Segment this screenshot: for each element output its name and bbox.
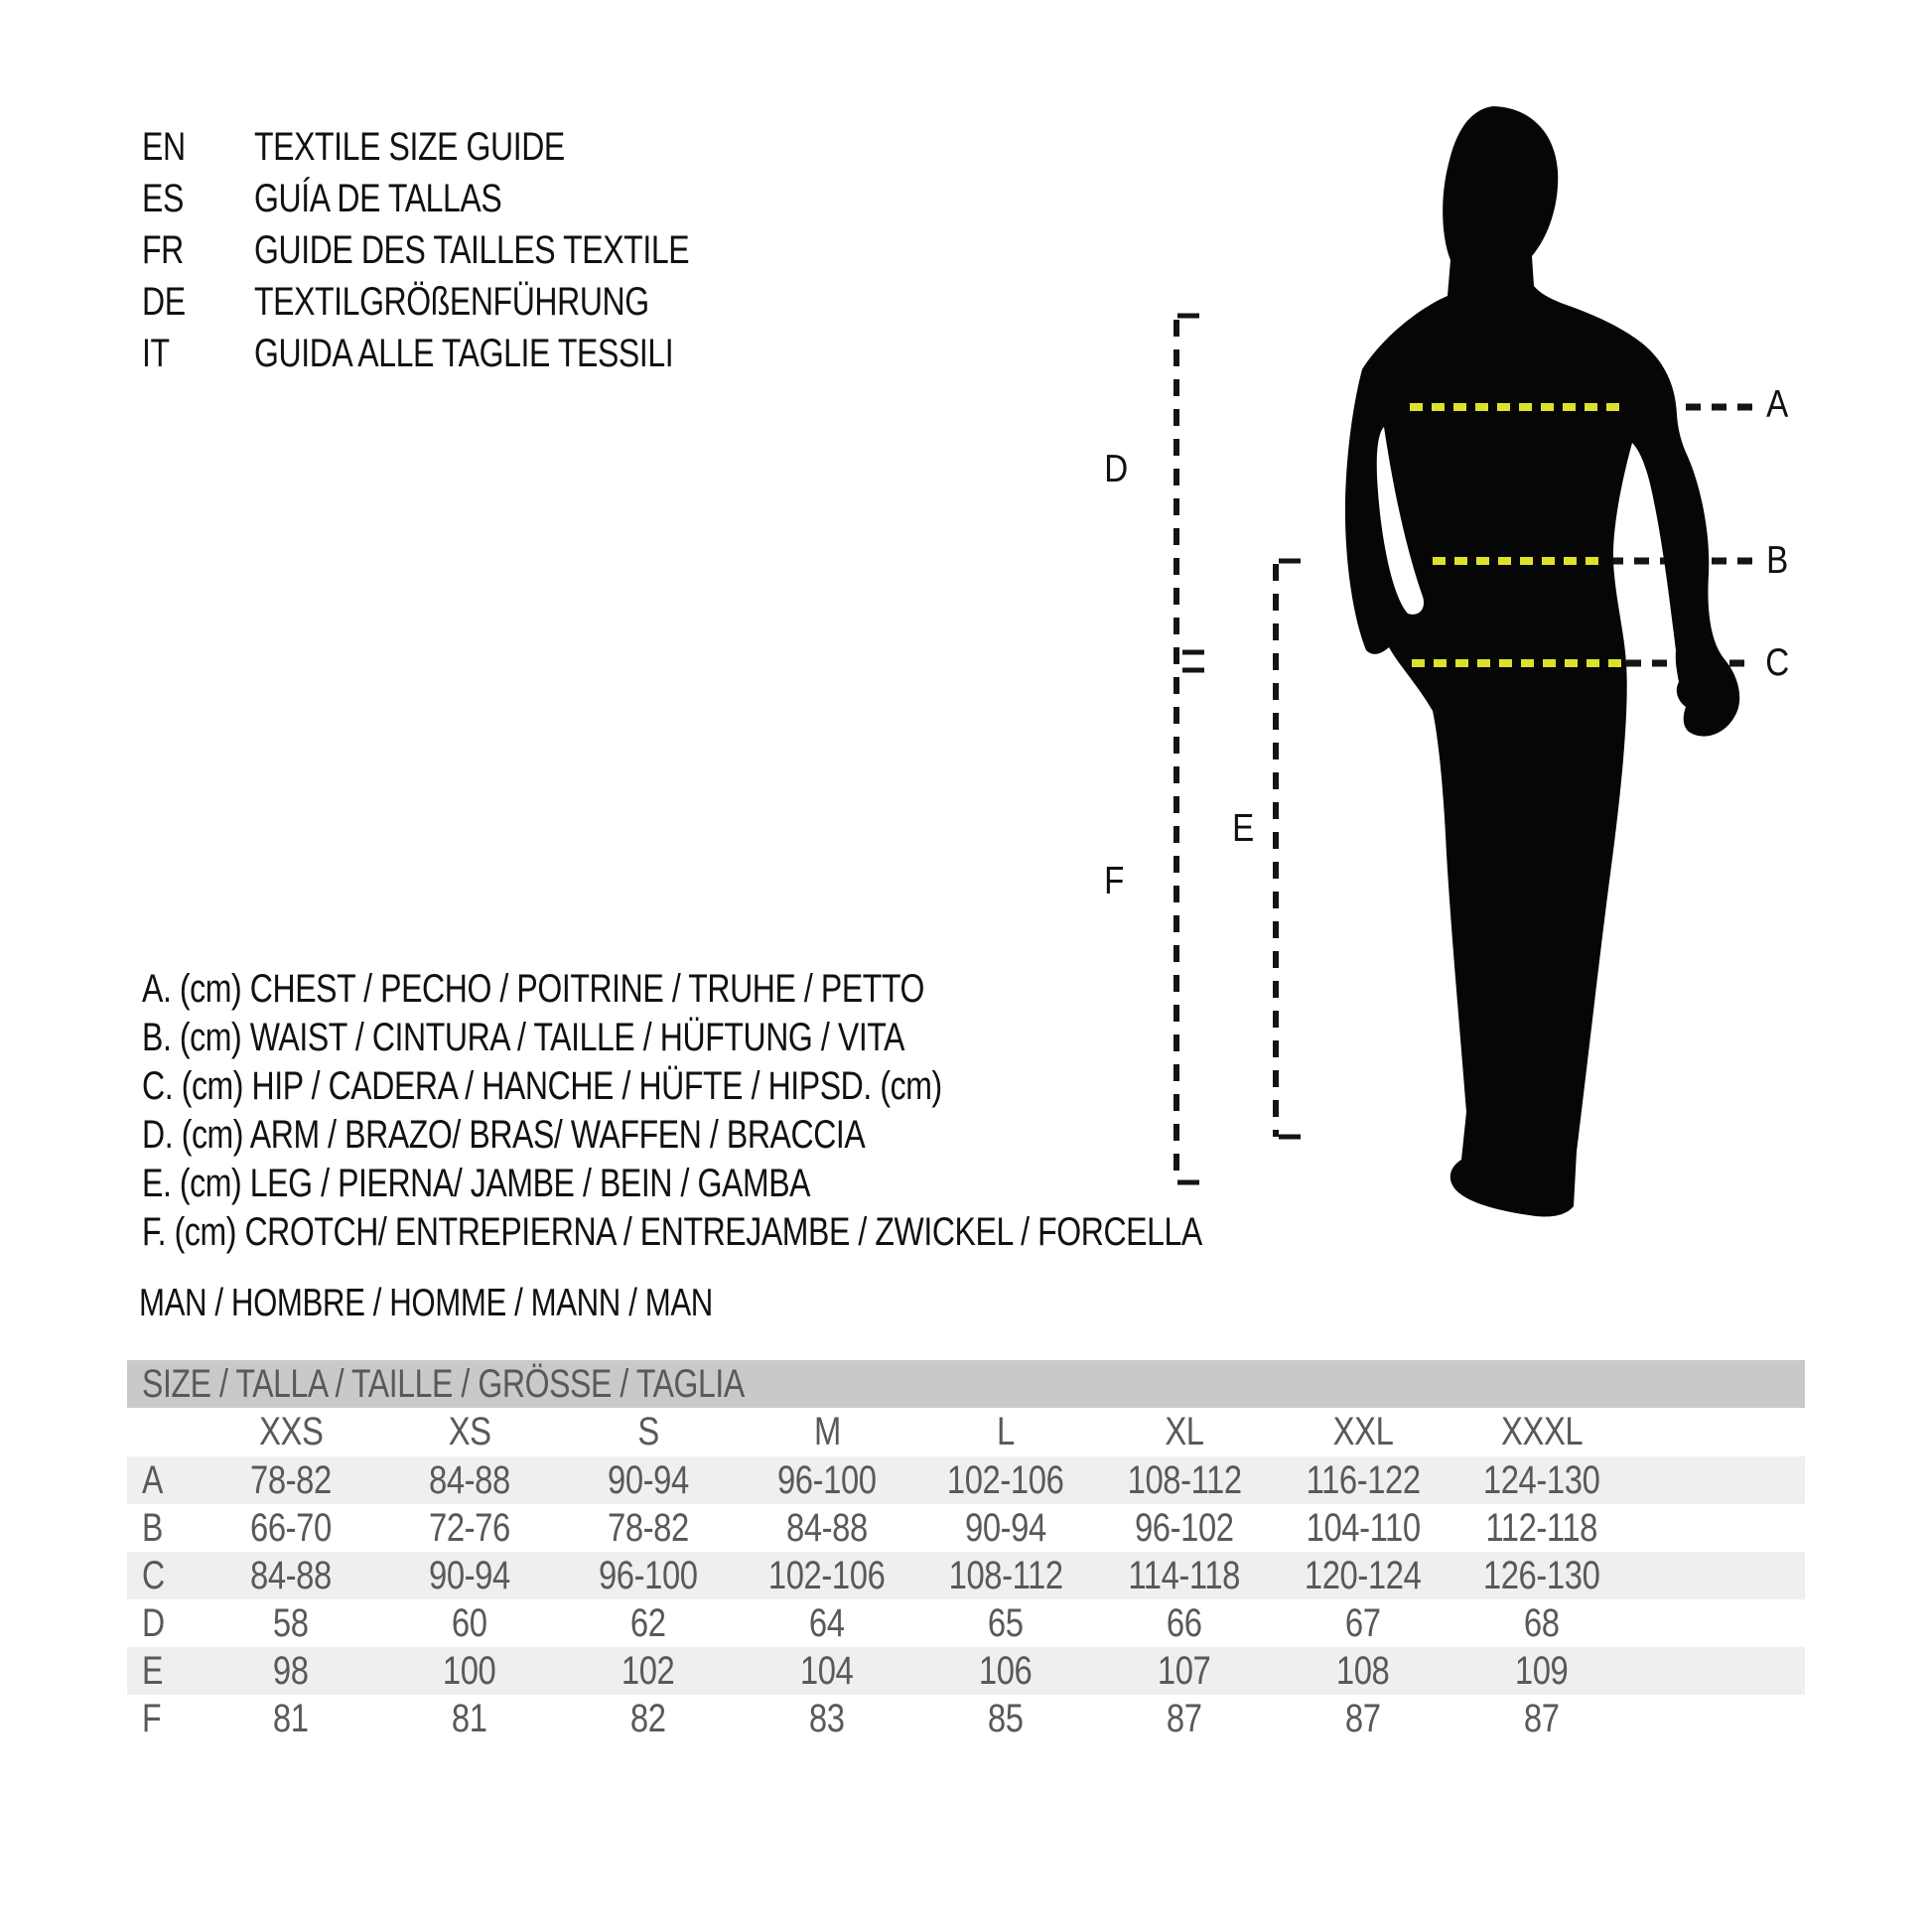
legend-line-crotch: F. (cm) CROTCH/ ENTREPIERNA / ENTREJAMBE / ZWICKEL / FORCELLA bbox=[142, 1210, 1202, 1254]
legend-line-waist: B. (cm) WAIST / CINTURA / TAILLE / HÜFTUNG / VITA bbox=[142, 1016, 905, 1059]
table-cell: 96-100 bbox=[777, 1457, 877, 1502]
table-cell: 116-122 bbox=[1306, 1457, 1421, 1502]
row-label: A bbox=[142, 1457, 163, 1502]
table-cell: 81 bbox=[273, 1696, 309, 1740]
table-cell: 60 bbox=[452, 1600, 487, 1645]
language-code: ES bbox=[142, 176, 184, 220]
table-cell: 96-102 bbox=[1135, 1505, 1234, 1550]
table-row-leg bbox=[127, 1647, 1805, 1695]
size-col-header: XS bbox=[448, 1410, 491, 1453]
guide-title: TEXTILGRÖßENFÜHRUNG bbox=[254, 279, 649, 324]
table-cell: 102-106 bbox=[768, 1553, 886, 1597]
table-cell: 126-130 bbox=[1483, 1553, 1600, 1597]
row-label: C bbox=[142, 1553, 165, 1597]
legend-line-chest: A. (cm) CHEST / PECHO / POITRINE / TRUHE / PETTO bbox=[142, 967, 925, 1011]
size-table-sizes-row bbox=[127, 1408, 1805, 1456]
table-row-waist bbox=[127, 1504, 1805, 1552]
table-row-chest bbox=[127, 1456, 1805, 1504]
table-cell: 102 bbox=[621, 1648, 675, 1693]
size-col-header: M bbox=[813, 1410, 841, 1453]
language-title-list bbox=[142, 121, 798, 379]
table-cell: 104-110 bbox=[1306, 1505, 1421, 1550]
marker-leg: E bbox=[1232, 807, 1254, 850]
size-col-header: XXS bbox=[258, 1410, 324, 1453]
guide-title: GUÍA DE TALLAS bbox=[254, 176, 502, 220]
table-cell: 90-94 bbox=[608, 1457, 689, 1502]
row-label: D bbox=[142, 1600, 165, 1645]
table-cell: 81 bbox=[452, 1696, 487, 1740]
table-cell: 106 bbox=[979, 1648, 1033, 1693]
table-cell: 124-130 bbox=[1483, 1457, 1600, 1502]
table-cell: 120-124 bbox=[1305, 1553, 1422, 1597]
table-cell: 114-118 bbox=[1128, 1553, 1241, 1597]
table-cell: 78-82 bbox=[250, 1457, 332, 1502]
table-cell: 84-88 bbox=[786, 1505, 868, 1550]
table-cell: 84-88 bbox=[429, 1457, 510, 1502]
measurement-legend bbox=[142, 965, 1467, 1257]
marker-chest: A bbox=[1766, 383, 1788, 426]
table-cell: 109 bbox=[1515, 1648, 1569, 1693]
table-cell: 64 bbox=[809, 1600, 845, 1645]
table-cell: 66 bbox=[1167, 1600, 1202, 1645]
language-code: EN bbox=[142, 124, 186, 169]
table-cell: 90-94 bbox=[965, 1505, 1046, 1550]
table-row-hip bbox=[127, 1552, 1805, 1599]
category-label: MAN / HOMBRE / HOMME / MANN / MAN bbox=[139, 1282, 713, 1324]
size-col-header: XL bbox=[1165, 1410, 1204, 1453]
table-cell: 108 bbox=[1336, 1648, 1390, 1693]
table-cell: 85 bbox=[988, 1696, 1024, 1740]
table-cell: 108-112 bbox=[1127, 1457, 1242, 1502]
table-cell: 100 bbox=[443, 1648, 496, 1693]
row-label: F bbox=[142, 1696, 162, 1740]
table-row-arm bbox=[127, 1599, 1805, 1647]
marker-crotch: F bbox=[1104, 860, 1124, 902]
size-table bbox=[127, 1360, 1805, 1742]
language-code: FR bbox=[142, 227, 184, 272]
table-cell: 90-94 bbox=[429, 1553, 510, 1597]
table-cell: 66-70 bbox=[250, 1505, 332, 1550]
table-cell: 87 bbox=[1345, 1696, 1381, 1740]
table-cell: 108-112 bbox=[948, 1553, 1063, 1597]
marker-hip: C bbox=[1765, 641, 1789, 684]
legend-line-leg: E. (cm) LEG / PIERNA/ JAMBE / BEIN / GAMBA bbox=[142, 1162, 811, 1205]
table-cell: 102-106 bbox=[947, 1457, 1064, 1502]
language-row-it bbox=[142, 328, 798, 379]
legend-line-hip: C. (cm) HIP / CADERA / HANCHE / HÜFTE / HIPSD. (cm) bbox=[142, 1064, 942, 1108]
legend-line-arm: D. (cm) ARM / BRAZO/ BRAS/ WAFFEN / BRACCIA bbox=[142, 1113, 866, 1157]
table-cell: 62 bbox=[630, 1600, 666, 1645]
table-cell: 104 bbox=[800, 1648, 854, 1693]
language-code: DE bbox=[142, 279, 186, 324]
guide-title: GUIDE DES TAILLES TEXTILE bbox=[254, 227, 690, 272]
table-cell: 112-118 bbox=[1485, 1505, 1598, 1550]
size-table-header: SIZE / TALLA / TAILLE / GRÖSSE / TAGLIA bbox=[127, 1360, 1805, 1408]
row-label: E bbox=[142, 1648, 163, 1693]
table-cell: 67 bbox=[1345, 1600, 1381, 1645]
language-row-es bbox=[142, 173, 798, 224]
table-cell: 98 bbox=[273, 1648, 309, 1693]
table-cell: 107 bbox=[1158, 1648, 1211, 1693]
language-row-fr bbox=[142, 224, 798, 276]
table-cell: 87 bbox=[1524, 1696, 1560, 1740]
table-cell: 82 bbox=[630, 1696, 666, 1740]
guide-title: GUIDA ALLE TAGLIE TESSILI bbox=[254, 331, 674, 375]
language-row-de bbox=[142, 276, 798, 328]
table-cell: 96-100 bbox=[599, 1553, 698, 1597]
size-col-header: S bbox=[637, 1410, 659, 1453]
language-row-en bbox=[142, 121, 798, 173]
table-cell: 68 bbox=[1524, 1600, 1560, 1645]
table-cell: 87 bbox=[1167, 1696, 1202, 1740]
language-code: IT bbox=[142, 331, 170, 375]
guide-title: TEXTILE SIZE GUIDE bbox=[254, 124, 565, 169]
size-col-header: XXXL bbox=[1500, 1410, 1584, 1453]
table-cell: 84-88 bbox=[250, 1553, 332, 1597]
table-cell: 83 bbox=[809, 1696, 845, 1740]
row-label: B bbox=[142, 1505, 163, 1550]
size-col-header: L bbox=[997, 1410, 1015, 1453]
table-cell: 65 bbox=[988, 1600, 1024, 1645]
table-cell: 72-76 bbox=[429, 1505, 510, 1550]
table-cell: 78-82 bbox=[608, 1505, 689, 1550]
table-cell: 58 bbox=[273, 1600, 309, 1645]
table-row-crotch bbox=[127, 1695, 1805, 1742]
marker-waist: B bbox=[1766, 539, 1788, 582]
marker-arm: D bbox=[1104, 448, 1128, 490]
size-col-header: XXL bbox=[1332, 1410, 1394, 1453]
